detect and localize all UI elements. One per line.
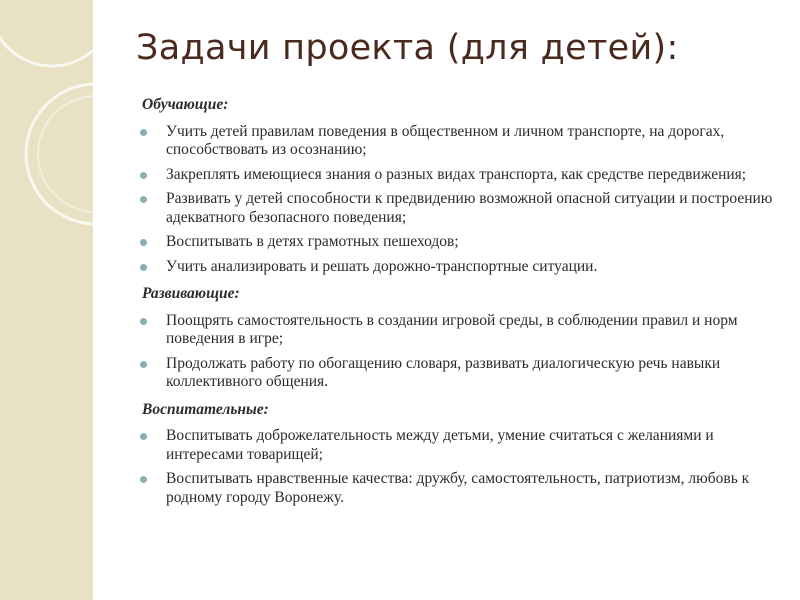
list-item-text: Воспитывать в детях грамотных пешеходов; [166,233,459,250]
decorative-circle-small [26,84,93,224]
list-item-text: Закреплять имеющиеся знания о разных видах транспорта, как средстве передвижения; [166,165,747,183]
list-item-text: Учить детей правилам поведения в общественном и личном транспорте, на дорогах, способствовать из осознанию; [166,122,725,158]
decorative-circles [0,0,93,260]
bullet-dot-icon [140,264,147,271]
list-item-text: Поощрять самостоятельность в создании игровой среды, в соблюдении правил и норм поведения в игре; [166,311,738,347]
section-heading-developing: Развивающие: [142,285,240,302]
bullet-dot-icon [140,129,147,136]
list-item-text: Воспитывать доброжелательность между детьми, умение считаться с желаниями и интересами товарищей; [166,427,714,463]
task-list [138,96,788,513]
bullet-dot-icon [140,318,147,325]
list-item-text: Воспитывать нравственные качества: дружбу, самостоятельность, патриотизм, любовь к родному городу Воронежу. [166,470,750,506]
list-item-text: Развивать у детей способности к предвидению возможной опасной ситуации и построению адекватного безопасного поведения; [166,190,773,226]
list-item [138,355,786,392]
section-heading-teaching: Обучающие: [142,96,229,113]
slide-title: Задачи проекта (для детей): [136,28,679,68]
list-item [138,166,786,185]
list-item [138,258,786,277]
list-item-text: Учить анализировать и решать дорожно-транспортные ситуации. [166,257,598,275]
section-heading-educational: Воспитательные: [142,400,269,418]
bullet-dot-icon [140,172,147,179]
list-item-text: Продолжать работу по обогащению словаря, развивать диалогическую речь навыки коллективного общения. [166,354,721,390]
list-item [138,427,786,464]
bullet-dot-icon [140,239,147,246]
decorative-side-band [0,0,93,600]
list-item [138,470,786,507]
list-item [138,312,786,349]
list-item [138,190,786,227]
bullet-dot-icon [140,196,147,203]
bullet-dot-icon [140,476,147,483]
list-item [138,233,786,252]
list-item [138,123,786,160]
bullet-dot-icon [140,361,147,368]
decorative-circle-large [0,0,93,66]
decorative-circle-inner [38,96,93,212]
bullet-dot-icon [140,433,147,440]
